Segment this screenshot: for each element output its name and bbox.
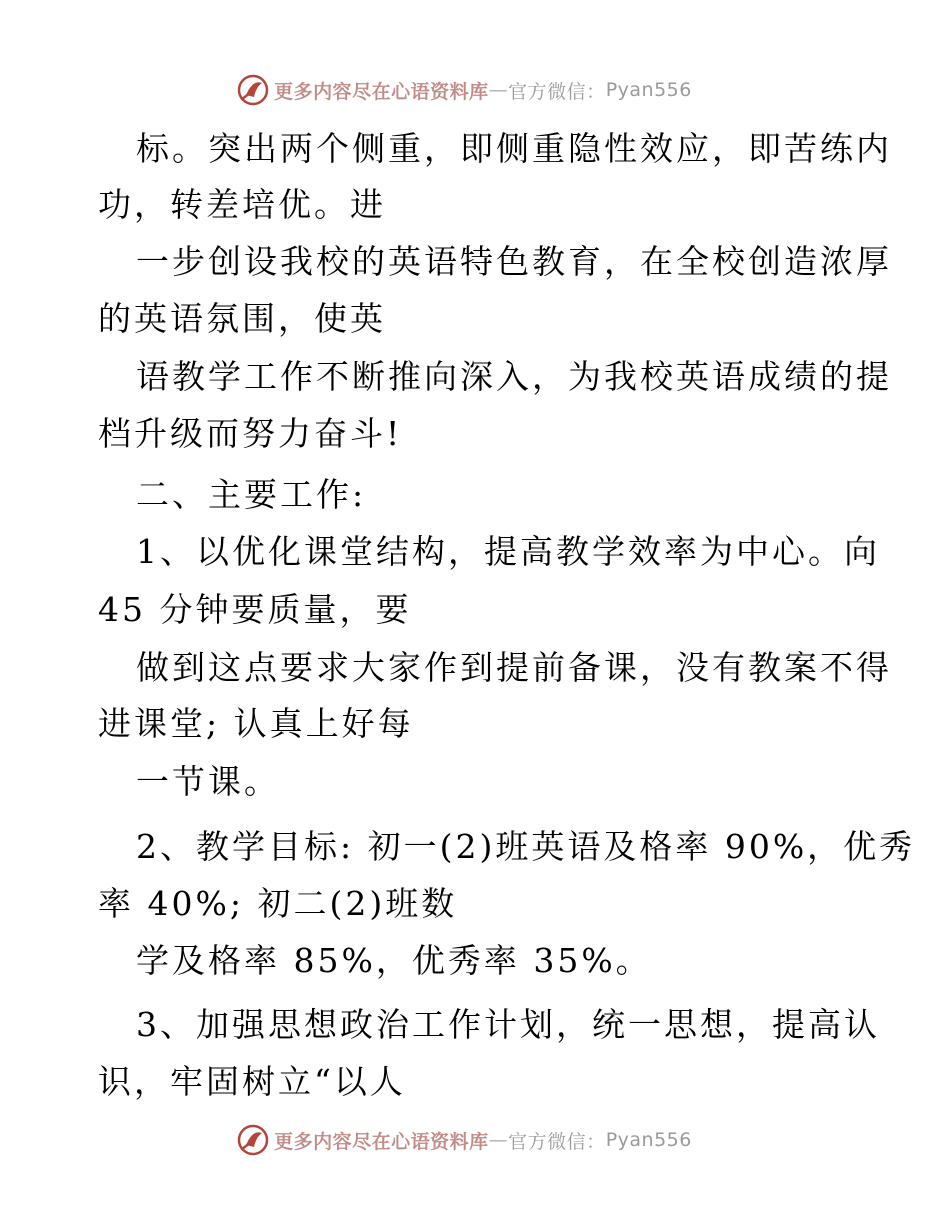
watermark-main-text: 更多内容尽在心语资料库 bbox=[274, 1130, 489, 1153]
text-line: 率 40%; 初二(2)班数 bbox=[98, 884, 458, 923]
watermark-label: 官方微信： bbox=[508, 80, 606, 103]
watermark-dash: — bbox=[488, 1129, 509, 1151]
text-line: 做到这点要求大家作到提前备课，没有教案不得 bbox=[136, 648, 892, 687]
text-line: 一步创设我校的英语特色教育，在全校创造浓厚 bbox=[136, 242, 892, 281]
text-line: 3、加强思想政治工作计划，统一思想，提高认 bbox=[136, 1005, 880, 1044]
brand-logo-icon bbox=[236, 1123, 270, 1157]
text-line: 45 分钟要质量，要 bbox=[98, 590, 412, 629]
brand-logo-icon bbox=[236, 73, 270, 107]
text-line: 一节课。 bbox=[136, 762, 280, 801]
text-line: 的英语氛围，使英 bbox=[98, 299, 386, 338]
text-line: 2、教学目标: 初一(2)班英语及格率 90%，优秀 bbox=[136, 827, 916, 866]
footer-watermark bbox=[0, 1120, 950, 1160]
watermark-label: 官方微信： bbox=[508, 1130, 606, 1153]
watermark-wechat-id: Pyan556 bbox=[605, 1129, 692, 1151]
watermark-dash: — bbox=[488, 79, 509, 101]
text-line: 档升级而努力奋斗! bbox=[98, 414, 403, 453]
header-watermark bbox=[0, 70, 950, 110]
watermark-main-text: 更多内容尽在心语资料库 bbox=[274, 80, 489, 103]
text-line: 功，转差培优。进 bbox=[98, 185, 386, 224]
text-line: 标。突出两个侧重，即侧重隐性效应，即苦练内 bbox=[136, 129, 892, 168]
text-line: 学及格率 85%，优秀率 35%。 bbox=[136, 941, 652, 980]
text-line: 1、以优化课堂结构，提高教学效率为中心。向 bbox=[136, 532, 880, 571]
watermark-wechat-id: Pyan556 bbox=[605, 79, 692, 101]
text-line: 识，牢固树立“以人 bbox=[98, 1062, 406, 1101]
text-line: 语教学工作不断推向深入，为我校英语成绩的提 bbox=[136, 357, 892, 396]
text-line: 进课堂; 认真上好每 bbox=[98, 704, 414, 743]
section-heading: 二、主要工作: bbox=[136, 475, 367, 514]
